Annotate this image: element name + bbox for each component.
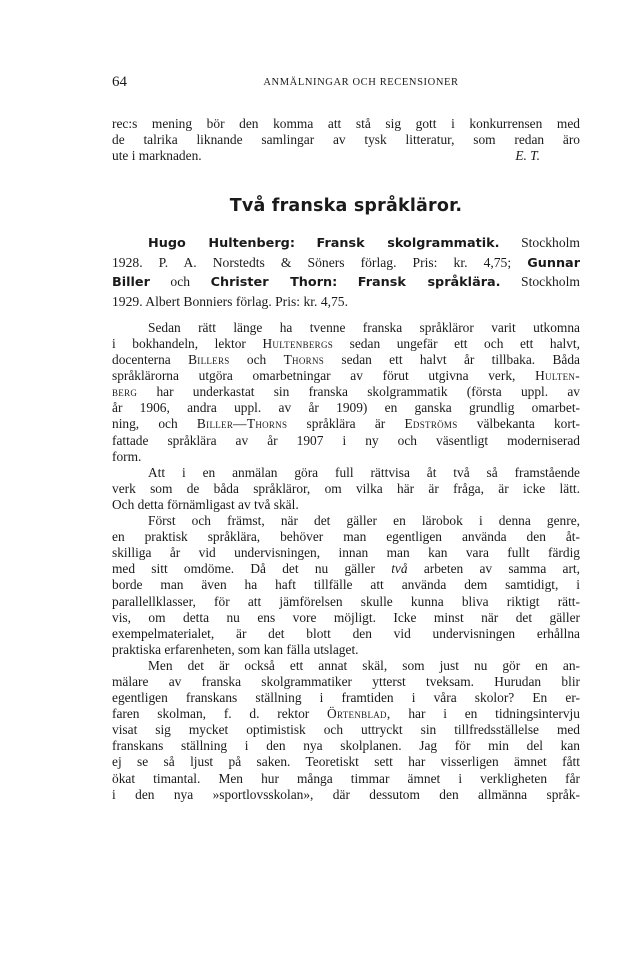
reviewer-signature: E. T. <box>515 148 540 164</box>
text-line: faren skolman, f. d. rektor Örtenblad, har i en tidningsintervju <box>112 706 580 722</box>
author-name: Gunnar <box>527 255 580 271</box>
paragraph <box>112 465 580 513</box>
publisher-price: P. A. Norstedts & Söners förlag. Pris: kr. 4,75; <box>158 254 512 270</box>
text-line: skilliga år vid undervisningen, innan man kan vara fullt färdig <box>112 545 580 561</box>
text-line: språklärorna utgöra omarbetningar av förut utgivna verk, Hulten- <box>112 368 580 384</box>
text-line <box>112 148 580 164</box>
text-line: Men det är också ett annat skäl, som just nu gör en an- <box>148 657 580 673</box>
page-header <box>112 74 580 94</box>
text-line: ning, och Biller—Thorns språklära är Edströms välbekanta kort- <box>112 416 580 432</box>
person-name: Thorns <box>283 352 325 368</box>
publication-year: 1929. <box>112 293 143 309</box>
text-line: i bokhandeln, lektor Hultenbergs sedan ungefär ett och ett halvt, <box>112 336 580 351</box>
article-body <box>112 320 580 803</box>
person-name: berg <box>112 384 138 400</box>
text-line: Att i en anmälan göra full rättvisa åt två så framstående <box>148 464 580 480</box>
text-line: docenterna Billers och Thorns sedan ett halvt år tillbaka. Båda <box>112 352 580 368</box>
publication-place: Stockholm <box>521 274 580 290</box>
person-name: Hultenbergs <box>262 336 334 351</box>
text-line: Och detta förnämligast av två skäl. <box>112 496 299 512</box>
author-name: Christer Thorn: <box>210 275 338 291</box>
text-line: visat sig mycket optimistisk och uttryckt sin tillfredsställelse med <box>112 722 580 738</box>
publication-year: 1928. <box>112 254 143 270</box>
text-line: rec:s mening bör den komma att stå sig gott i konkurrensen med <box>112 116 580 131</box>
author-name: Hugo Hultenberg: <box>148 236 295 252</box>
text-line: mälare av franska skolgrammatiker ytterst tveksam. Hurudan blir <box>112 673 580 689</box>
article-title: Två franska språkläror. <box>229 196 463 217</box>
paragraph <box>112 320 580 465</box>
text-line: Sedan rätt länge ha tvenne franska språkläror varit utkomna <box>148 319 580 335</box>
previous-review-ending <box>112 116 580 164</box>
bibliography <box>112 234 580 311</box>
text-line: borde man även ha haft tillfälle att använda dem samtidigt, i <box>112 577 580 593</box>
text-line: verk som de båda språkläror, om vilka här är fråga, är icke lätt. <box>112 480 580 496</box>
conjunction: och <box>170 274 191 290</box>
person-name: Biller—Thorns <box>196 416 288 432</box>
text-line: egentligen franskans ställning i framtiden i våra skolor? En er- <box>112 690 580 706</box>
text-line: år 1906, andra uppl. av år 1909) en ganska grundlig omarbet- <box>112 400 580 416</box>
emphasis: två <box>391 561 408 577</box>
biblio-line <box>112 234 580 253</box>
person-name: Edströms <box>404 416 458 432</box>
text-line: de talrika liknande samlingar av tysk litteratur, som redan äro <box>112 132 580 148</box>
biblio-line <box>112 254 580 273</box>
text-line: exempelmaterialet, är det blott den vid undervisningen erhållna <box>112 625 580 641</box>
book-page <box>112 74 580 803</box>
text-line: praktiska erfarenheten, som kan fälla utslaget. <box>112 641 359 657</box>
person-name: Hulten- <box>535 368 580 384</box>
book-title: Fransk skolgrammatik. <box>316 236 500 252</box>
text-line: vis, om detta nu ens vore möjligt. Icke minst när det gäller <box>112 609 580 625</box>
text-line: form. <box>112 448 142 464</box>
text-line: berg har underkastat sin franska skolgrammatik (första uppl. av <box>112 384 580 400</box>
text-line: ej se så ljust på saken. Teoretiskt sett har visserligen ämnet fått <box>112 754 580 770</box>
text-line: ökat timantal. Men hur många timmar ämnet i verkligheten får <box>112 770 580 786</box>
biblio-line <box>112 273 580 292</box>
text-line: Först och främst, när det gäller en lärobok i denna genre, <box>148 513 580 529</box>
book-title: Fransk språklära. <box>357 275 501 291</box>
page-number: 64 <box>112 74 127 90</box>
text-line: i den nya »sportlovsskolan», där dessutom den allmänna språk- <box>112 786 580 802</box>
publication-place: Stockholm <box>521 235 580 251</box>
text-line: med sitt omdöme. Då det nu gäller två arbeten av samma art, <box>112 561 580 577</box>
text-line: en praktisk språklära, behöver man egentligen använda den åt- <box>112 529 580 545</box>
person-name: Örtenblad, <box>327 706 391 722</box>
person-name: Billers <box>188 352 230 368</box>
publisher-price: Albert Bonniers förlag. Pris: kr. 4,75. <box>145 293 349 309</box>
running-head: ANMÄLNINGAR OCH RECENSIONER <box>263 77 459 88</box>
author-name: Biller <box>112 275 150 291</box>
paragraph <box>112 513 580 658</box>
biblio-line <box>112 293 580 311</box>
text-line: franskans ställning i den nya skolplanen. Jag för min del kan <box>112 738 580 754</box>
paragraph <box>112 658 580 803</box>
text-line: fattade språklära av år 1907 i ny och väsentligt moderniserad <box>112 432 580 448</box>
text-line: parallellklasser, för att jämförelsen skulle kunna bliva riktigt rätt- <box>112 593 580 609</box>
text-fragment: ute i marknaden. <box>112 148 202 164</box>
